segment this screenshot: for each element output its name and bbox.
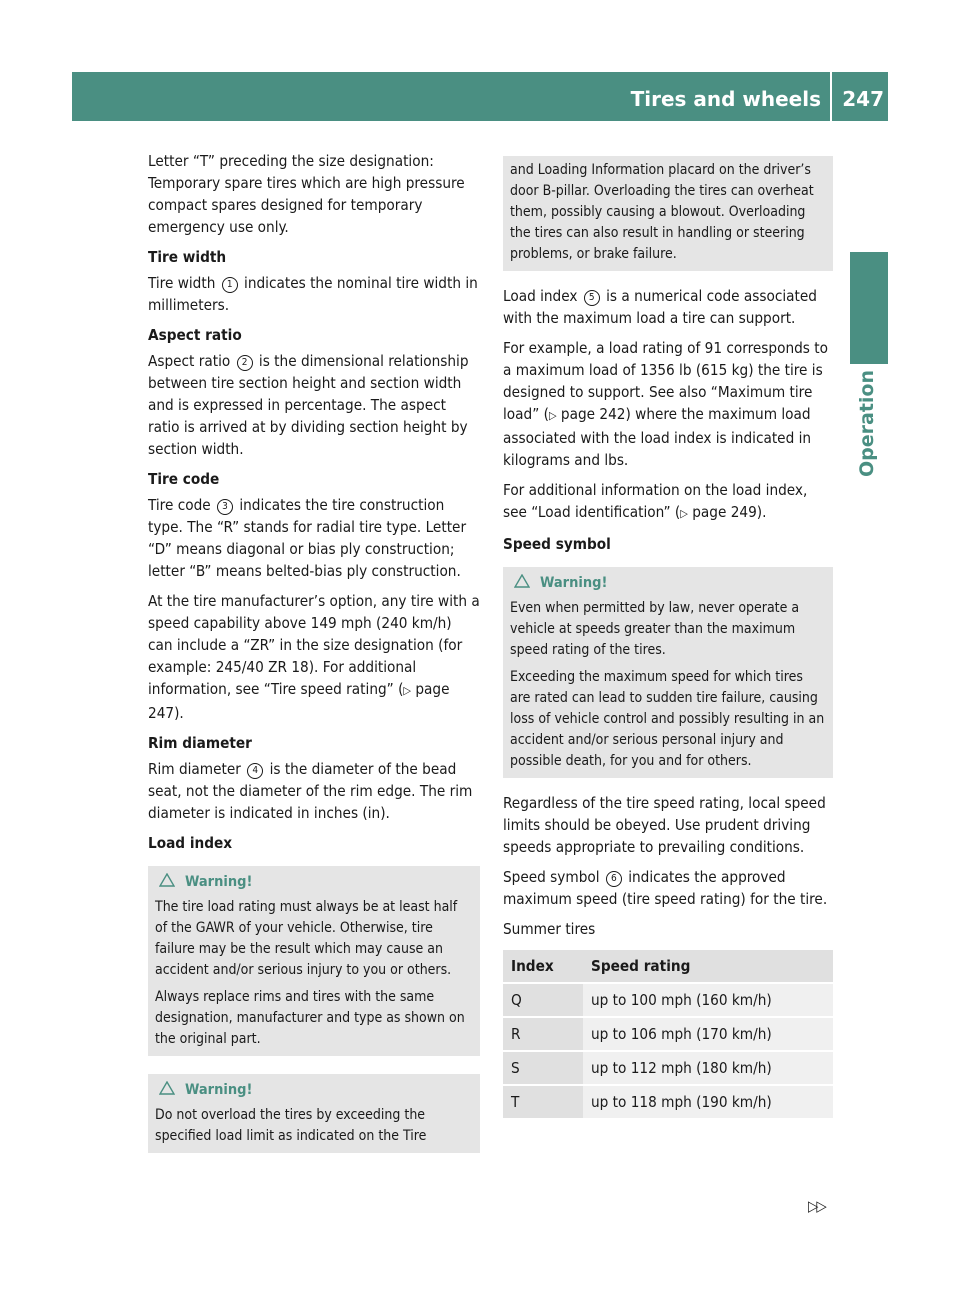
warning-box [148, 1074, 480, 1153]
warning-text: The tire load rating must always be at least half of the GAWR of your vehicle. Otherwise, tire failure may be the result which may cause an accident and/or serious injury to you or others. [155, 899, 458, 978]
table-row [503, 1086, 833, 1118]
tire-width-paragraph: Tire width 1 indicates the nominal tire width in millimeters. [148, 274, 478, 314]
tire-width-heading: Tire width [148, 248, 227, 266]
right-column [503, 150, 833, 1120]
table-header-row [503, 950, 833, 982]
page-number: 247 [842, 87, 884, 111]
table-cell: T [503, 1086, 583, 1118]
column-header: Index [503, 950, 583, 982]
table-cell: up to 112 mph (180 km/h) [583, 1052, 833, 1084]
warning-text: and Loading Information placard on the driver’s door B-pillar. Overloading the tires can overheat them, possibly causing a blowout. Overloading the tires can also result in handling or steering problems, or brake failure. [510, 162, 814, 262]
column-header: Speed rating [583, 950, 833, 982]
page-ref-link[interactable]: page 247 [148, 680, 450, 722]
warning-text: Exceeding the maximum speed for which tires are rated can lead to sudden tire failure, causing loss of vehicle control and possibly resulting in an accident and/or serious personal injury and possible death, for you and for others. [510, 669, 825, 769]
rim-diameter-heading: Rim diameter [148, 734, 252, 752]
warning-icon [159, 1081, 175, 1095]
speed-symbol-heading: Speed symbol [503, 535, 611, 553]
section-title: Tires and wheels [630, 87, 821, 111]
speed-symbol-paragraph: Speed symbol 6 indicates the approved maximum speed (tire speed rating) for the tire. [503, 868, 828, 908]
page-ref-arrow-icon: ▷ [548, 409, 557, 422]
warning-title: Warning! [155, 872, 473, 893]
regardless-paragraph: Regardless of the tire speed rating, local speed limits should be obeyed. Use prudent driving speeds appropriate to prevailing conditions. [503, 794, 826, 856]
page-ref-arrow-icon: ▷ [680, 507, 688, 520]
warning-text: Even when permitted by law, never operate a vehicle at speeds greater than the maximum speed rating of the tires. [510, 600, 800, 658]
warning-title: Warning! [510, 573, 826, 594]
summer-tires-label: Summer tires [503, 920, 596, 938]
table-row [503, 1052, 833, 1084]
warning-text: Do not overload the tires by exceeding the specified load limit as indicated on the Tire [155, 1107, 427, 1144]
callout-2-icon: 2 [237, 355, 253, 371]
tire-code-heading: Tire code [148, 470, 220, 488]
callout-6-icon: 6 [606, 871, 622, 887]
aspect-ratio-heading: Aspect ratio [148, 326, 242, 344]
warning-box-continued [503, 156, 833, 271]
chapter-tab [850, 252, 888, 364]
page-ref-arrow-icon: ▷ [403, 684, 412, 697]
warning-title: Warning! [155, 1080, 473, 1101]
table-row [503, 984, 833, 1016]
warning-icon [159, 873, 175, 887]
table-cell: R [503, 1018, 583, 1050]
table-cell: up to 100 mph (160 km/h) [583, 984, 833, 1016]
callout-3-icon: 3 [217, 499, 233, 515]
aspect-ratio-paragraph: Aspect ratio 2 is the dimensional relationship between tire section height and section width and is expressed in percentage. The aspect ratio is arrived at by dividing section height by section width. [148, 352, 469, 458]
page-header [72, 72, 888, 121]
left-column [148, 150, 480, 1167]
warning-box [148, 866, 480, 1056]
table-cell: up to 118 mph (190 km/h) [583, 1086, 833, 1118]
table-row [503, 1018, 833, 1050]
table-cell: Q [503, 984, 583, 1016]
callout-4-icon: 4 [247, 763, 263, 779]
speed-rating-table [503, 948, 833, 1120]
warning-text: Always replace rims and tires with the same designation, manufacturer and type as shown on the original part. [155, 989, 465, 1047]
warning-icon [514, 574, 530, 588]
table-cell: up to 106 mph (170 km/h) [583, 1018, 833, 1050]
load-example-paragraph: For example, a load rating of 91 corresponds to a maximum load of 1356 lb (615 kg) the tire is designed to support. See also “Maximum tire load” (▷ page 242) where the maximum load associated with the load index is indicated in kilograms and lbs. [503, 339, 828, 469]
rim-diameter-paragraph: Rim diameter 4 is the diameter of the bead seat, not the diameter of the rim edge. The rim diameter is indicated in inches (in). [148, 760, 473, 822]
warning-box [503, 567, 833, 778]
page-ref-link[interactable]: page 249 [692, 503, 757, 521]
load-index-heading: Load index [148, 834, 233, 852]
tire-code-paragraph: Tire code 3 indicates the tire construction type. The “R” stands for radial tire type. Letter “D” means diagonal or bias ply construction; letter “B” means belted-bias ply construction. [148, 496, 467, 580]
continued-arrow-icon: ▷▷ [808, 1197, 825, 1215]
zr-paragraph: At the tire manufacturer’s option, any tire with a speed capability above 149 mph (240 km/h) can include a “ZR” in the size designation (for example: 245/40 ZR 18). For additional information, see “Tire speed rating” (▷ page 247). [148, 592, 480, 722]
header-divider [830, 72, 832, 121]
table-cell: S [503, 1052, 583, 1084]
callout-1-icon: 1 [222, 277, 238, 293]
load-additional-paragraph: For additional information on the load index, see “Load identification” (▷ page 249). [503, 481, 808, 521]
intro-paragraph: Letter “T” preceding the size designation: Temporary spare tires which are high pressure compact spares designed for temporary emergency use only. [148, 152, 465, 236]
callout-5-icon: 5 [584, 290, 600, 306]
load-index-paragraph: Load index 5 is a numerical code associated with the maximum load a tire can support. [503, 287, 817, 327]
chapter-label: Operation [856, 370, 878, 478]
page-ref-link[interactable]: page 242 [560, 405, 626, 423]
